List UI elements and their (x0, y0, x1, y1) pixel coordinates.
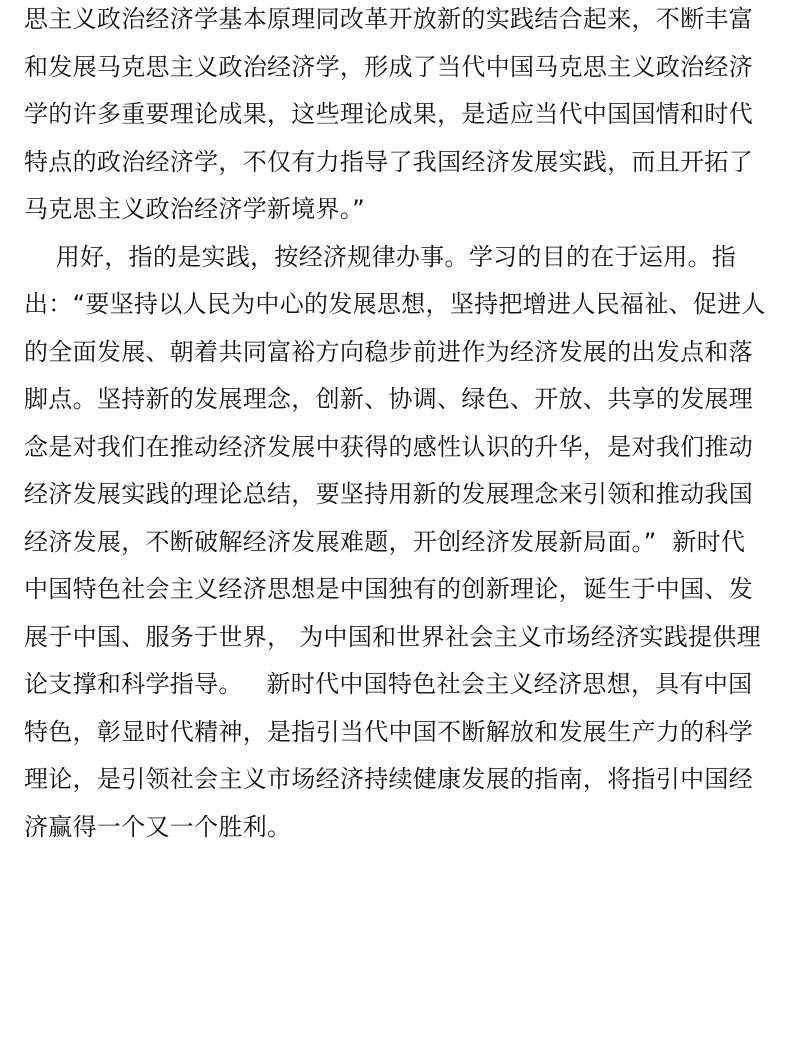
text-line: 用好，指的是实践，按经济规律办事。学习的目的在于运用。指 (24, 242, 737, 271)
document-body (24, 0, 784, 851)
text-line: 出：“要坚持以人民为中心的发展思想，坚持把增进人民福祉、促进人 (24, 290, 766, 318)
text-line: 展于中国、服务于世界， 为中国和世界社会主义市场经济实践提供理 (24, 622, 761, 651)
text-line: 特色，彰显时代精神，是指引当代中国不断解放和发展生产力的科学 (24, 717, 753, 746)
text-line: 思主义政治经济学基本原理同改革开放新的实践结合起来，不断丰富 (24, 5, 753, 33)
text-line: 脚点。坚持新的发展理念，创新、协调、绿色、开放、共享的发展理 (24, 385, 753, 413)
text-line: 论支撑和科学指导。 新时代中国特色社会主义经济思想，具有中国 (24, 670, 753, 698)
text-line: 特点的政治经济学，不仅有力指导了我国经济发展实践，而且开拓了 (24, 147, 753, 176)
text-line: 理论，是引领社会主义市场经济持续健康发展的指南，将指引中国经 (24, 765, 753, 793)
text-line: 的全面发展、朝着共同富裕方向稳步前进作为经济发展的出发点和落 (24, 337, 753, 366)
text-line: 念是对我们在推动经济发展中获得的感性认识的升华，是对我们推动 (24, 432, 753, 461)
text-line: 马克思主义政治经济学新境界。” (24, 195, 365, 223)
text-line: 中国特色社会主义经济思想是中国独有的创新理论，诞生于中国、发 (24, 575, 753, 603)
text-line: 经济发展，不断破解经济发展难题，开创经济发展新局面。” 新时代 (24, 527, 746, 556)
text-line: 济赢得一个又一个胜利。 (24, 812, 292, 841)
text-line: 和发展马克思主义政治经济学，形成了当代中国马克思主义政治经济 (24, 52, 753, 81)
text-line: 学的许多重要理论成果，这些理论成果，是适应当代中国国情和时代 (24, 100, 753, 128)
text-line: 经济发展实践的理论总结，要坚持用新的发展理念来引领和推动我国 (24, 480, 753, 508)
